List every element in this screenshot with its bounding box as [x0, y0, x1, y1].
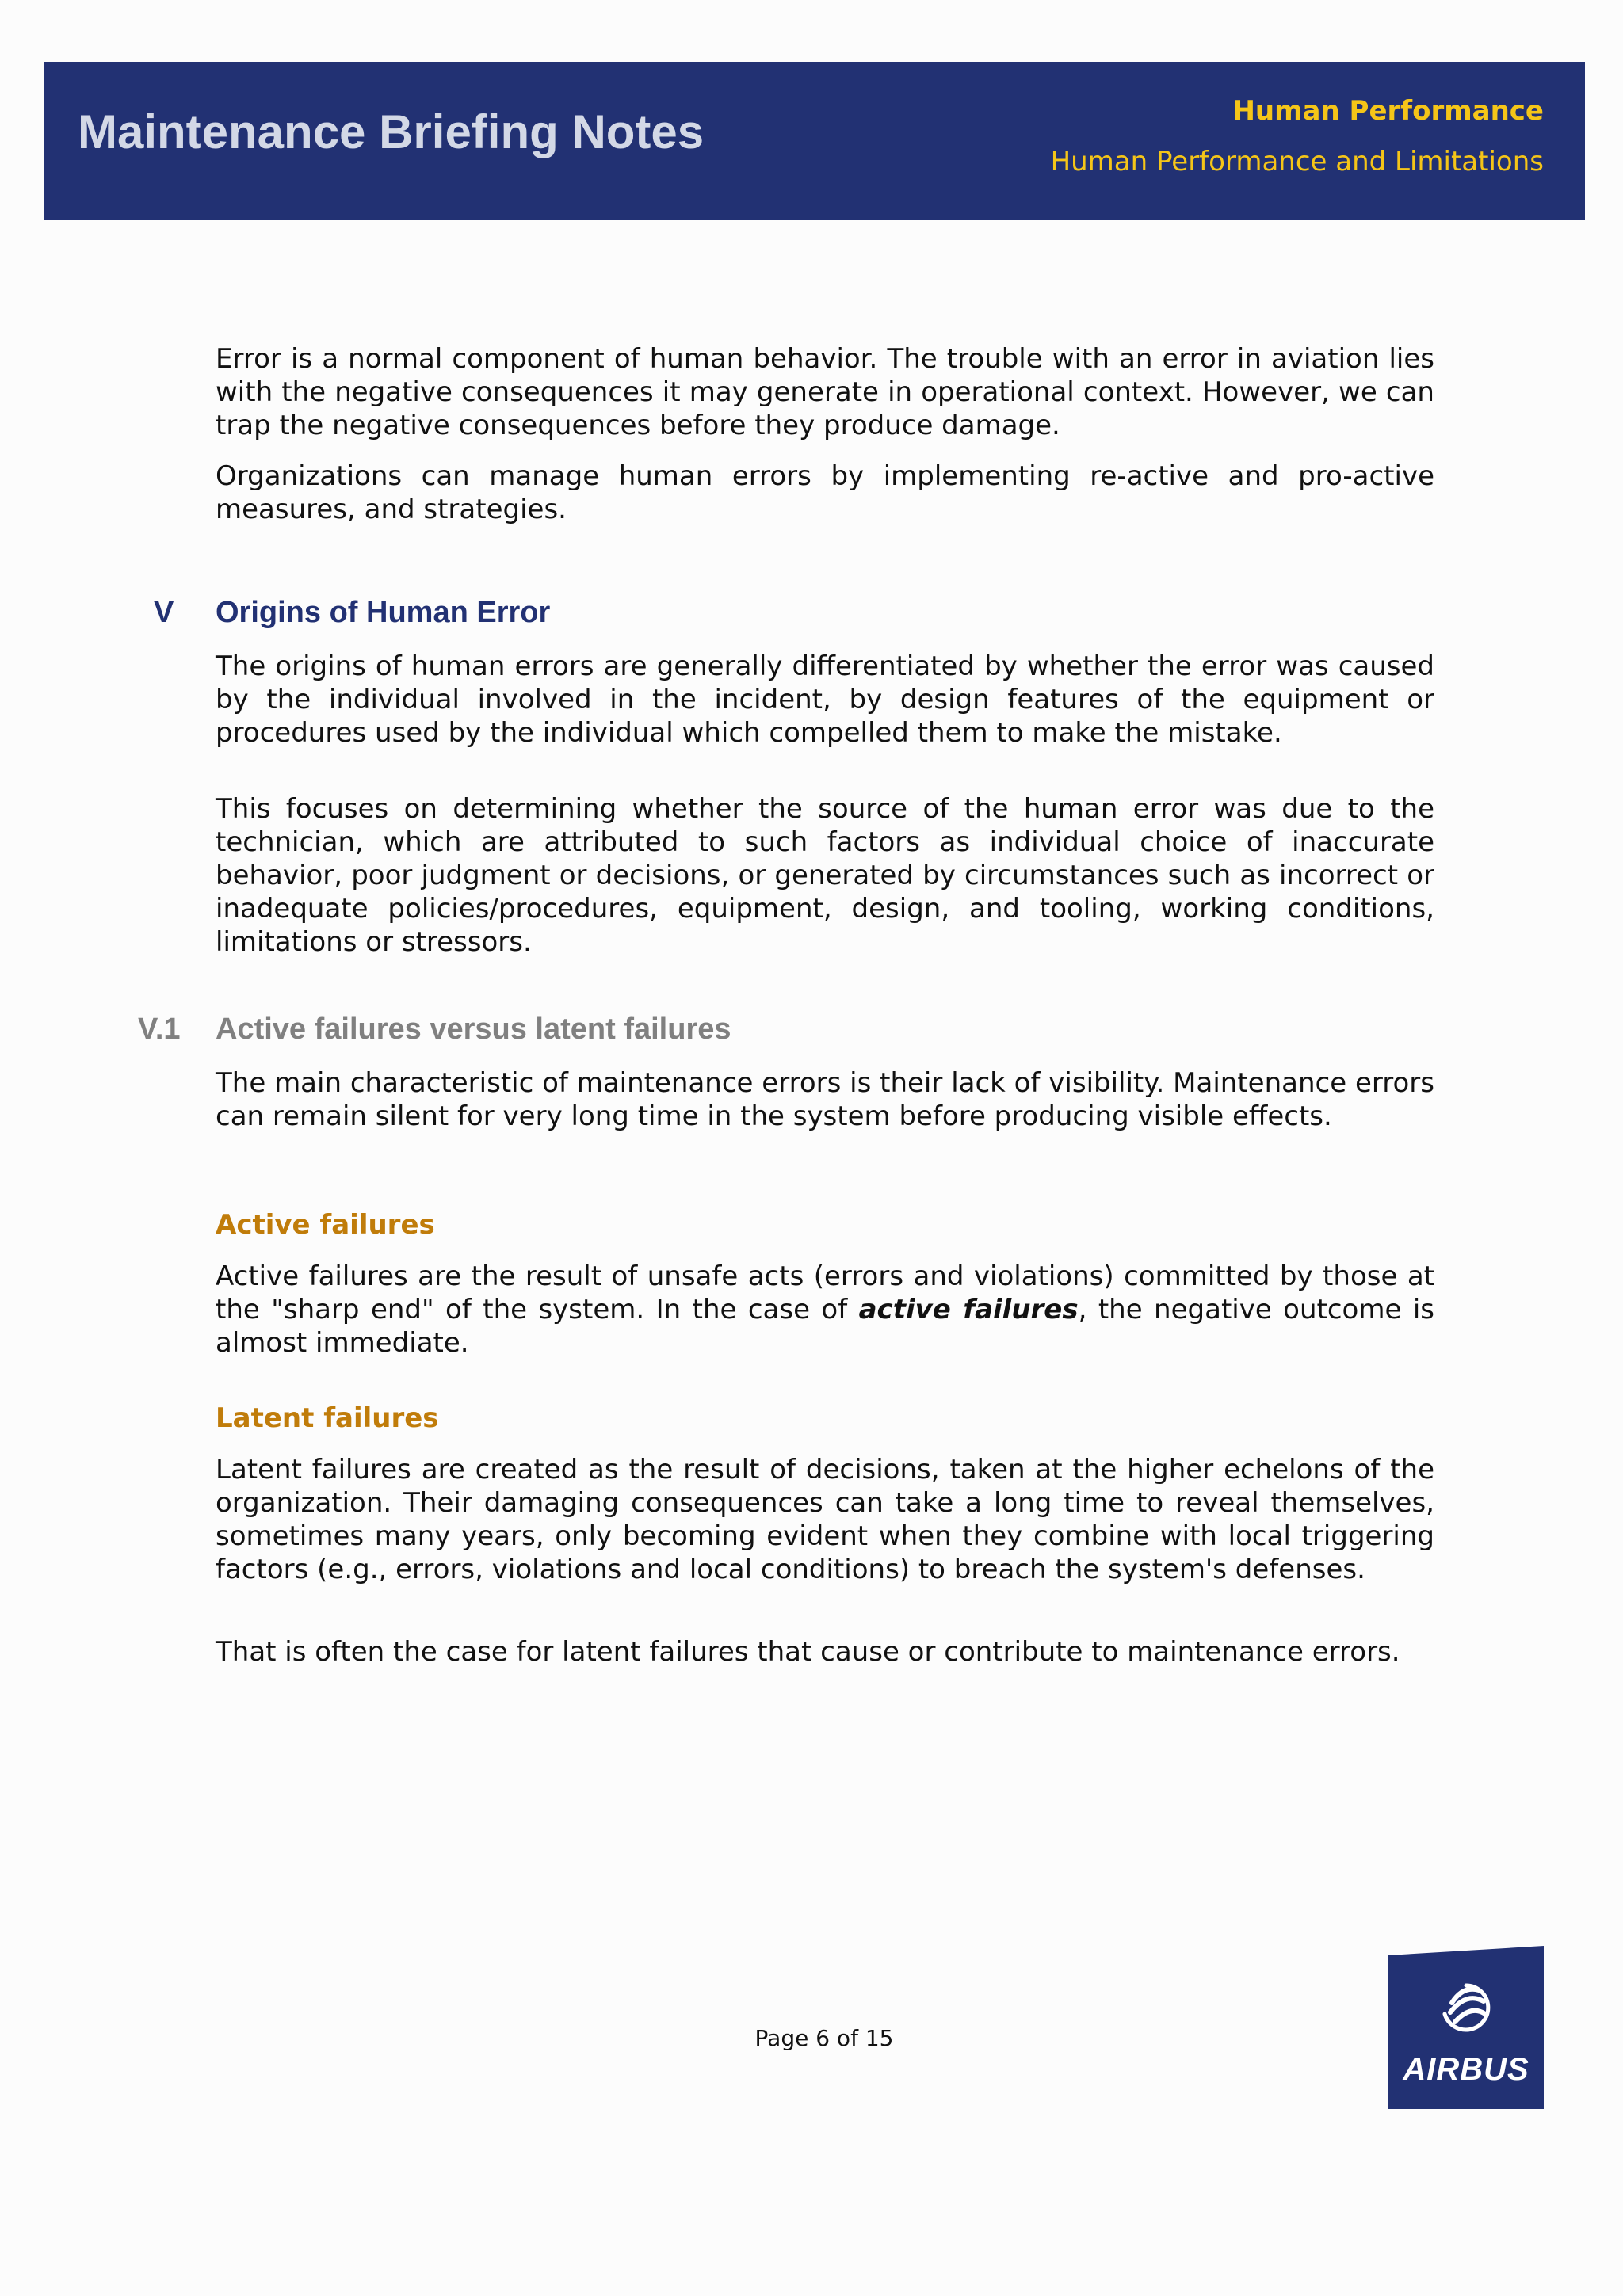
active-emphasis: active failures — [858, 1294, 1079, 1325]
header-banner — [44, 62, 1585, 220]
latent-failures-paragraph-1: Latent failures are created as the result of decisions, taken at the higher echelons of the organization. Their damaging consequences can take a long time to reveal themselves, sometimes many years, only becoming evident when they combine with local triggering factors (e.g., errors, violations and local conditions) to breach the system's defenses. — [216, 1454, 1434, 1585]
intro-paragraph-2: Organizations can manage human errors by implementing re-active and pro-active measures, and strategies. — [216, 460, 1434, 525]
airbus-logo-text: AIRBUS — [1403, 2052, 1529, 2087]
document-title: Maintenance Briefing Notes — [78, 105, 705, 158]
active-text-before: Active failures are the result of unsafe acts (errors and violations) committed by those at the "sharp end" of the system. In the case of — [216, 1261, 1434, 1325]
active-failures-heading: Active failures — [216, 1209, 435, 1241]
subsection-title: Active failures versus latent failures — [216, 1013, 731, 1046]
latent-failures-paragraph-2: That is often the case for latent failures that cause or contribute to maintenance errors. — [216, 1636, 1400, 1668]
header-topic: Human Performance — [1232, 95, 1544, 127]
intro-paragraph-1: Error is a normal component of human behavior. The trouble with an error in aviation lies with the negative consequences it may generate in operational context. However, we can trap the negative consequences before they produce damage. — [216, 343, 1434, 441]
subsection-number: V.1 — [138, 1013, 181, 1046]
active-failures-paragraph — [216, 1260, 1434, 1360]
airbus-logo — [1388, 1946, 1544, 2109]
section-title: Origins of Human Error — [216, 596, 551, 629]
page-number: Page 6 of 15 — [754, 2025, 894, 2051]
header-subtopic: Human Performance and Limitations — [1050, 146, 1544, 177]
section-v-paragraph-1: The origins of human errors are generally differentiated by whether the error was caused by the individual involved in the incident, by design features of the equipment or procedures used by the individual which compelled them to make the mistake. — [216, 650, 1434, 749]
active-text-after: , the negative outcome is almost immediate. — [216, 1294, 1434, 1359]
section-number: V — [154, 596, 174, 629]
section-v-paragraph-2: This focuses on determining whether the source of the human error was due to the technician, which are attributed to such factors as individual choice of inaccurate behavior, poor judgment or decisions, or generated by circumstances such as incorrect or inadequate policies/procedures, equipment, design, and tooling, working conditions, limitations or stressors. — [216, 793, 1434, 958]
latent-failures-heading: Latent failures — [216, 1402, 439, 1434]
subsection-paragraph: The main characteristic of maintenance errors is their lack of visibility. Maintenance errors can remain silent for very long time in the system before producing visible effects. — [216, 1067, 1434, 1132]
